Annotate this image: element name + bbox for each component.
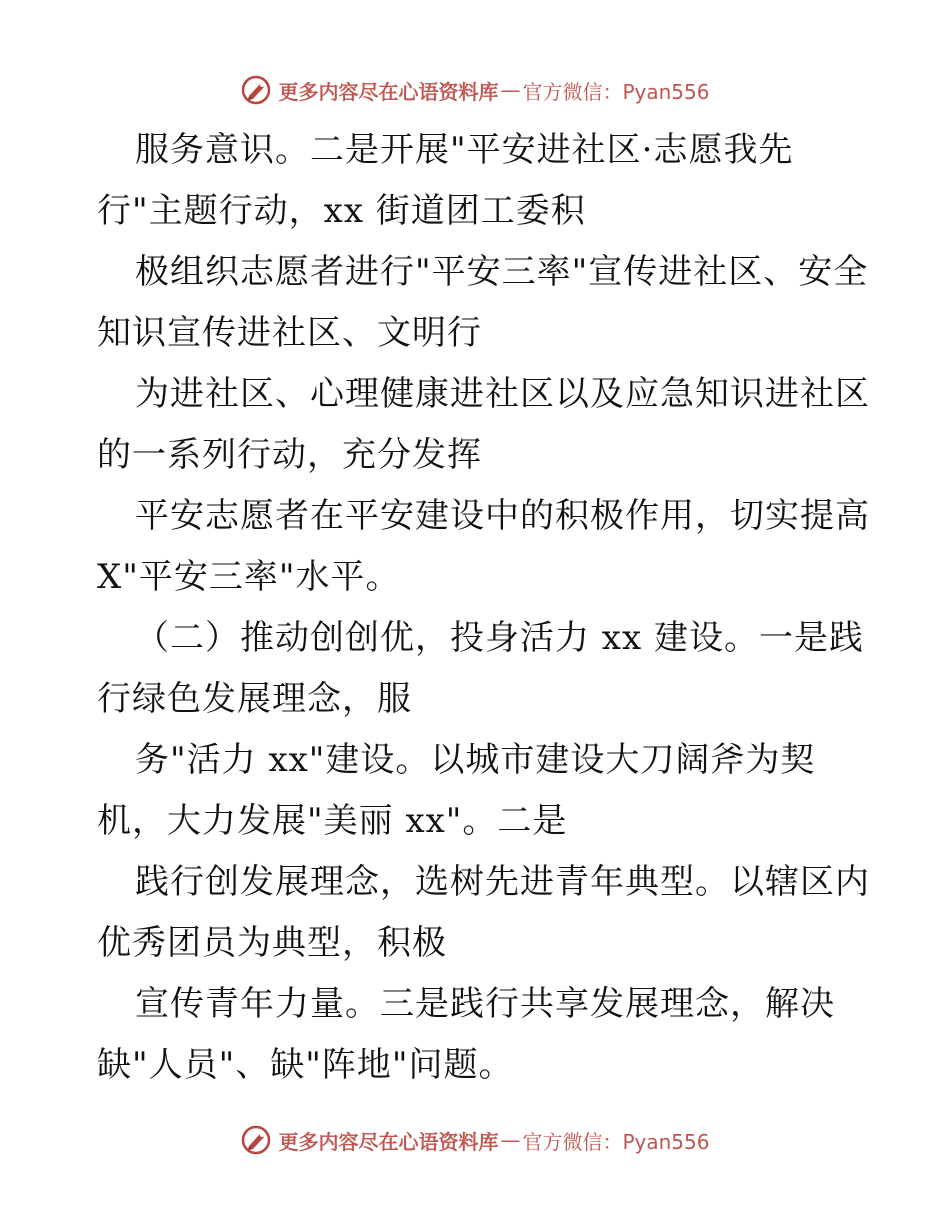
document-body <box>97 120 870 1096</box>
footer-watermark <box>0 1120 950 1160</box>
header-wechat-text: 官方微信：Pyan556 <box>522 79 710 104</box>
text-line: 极组织志愿者进行"平安三率"宣传进社区、安全 <box>135 252 869 292</box>
text-line: 知识宣传进社区、文明行 <box>97 313 482 353</box>
text-line: 优秀团员为典型，积极 <box>97 923 447 963</box>
text-line: 行绿色发展理念，服 <box>97 679 412 719</box>
text-line: 平安志愿者在平安建设中的积极作用，切实提高 <box>135 496 870 536</box>
text-line: 为进社区、心理健康进社区以及应急知识进社区 <box>135 374 870 414</box>
text-line: 行"主题行动，xx 街道团工委积 <box>97 191 586 231</box>
footer-separator: — <box>500 1128 521 1152</box>
text-line: X"平安三率"水平。 <box>97 557 401 597</box>
text-line: 机，大力发展"美丽 xx"。二是 <box>97 801 568 841</box>
text-line: 服务意识。二是开展"平安进社区·志愿我先 <box>135 130 794 170</box>
text-line: 宣传青年力量。三是践行共享发展理念，解决 <box>135 984 835 1024</box>
pen-logo-icon <box>240 1124 272 1156</box>
footer-wechat-text: 官方微信：Pyan556 <box>522 1129 710 1154</box>
text-line: 缺"人员"、缺"阵地"问题。 <box>97 1045 514 1085</box>
pen-logo-icon <box>240 74 272 106</box>
text-line: 的一系列行动，充分发挥 <box>97 435 482 475</box>
text-line: 务"活力 xx"建设。以城市建设大刀阔斧为契 <box>135 740 816 780</box>
header-separator: — <box>500 78 521 102</box>
footer-brand-text: 更多内容尽在心语资料库 <box>278 1129 499 1154</box>
text-line: （二）推动创创优，投身活力 xx 建设。一是践 <box>135 618 864 658</box>
header-brand-text: 更多内容尽在心语资料库 <box>278 79 499 104</box>
header-watermark <box>0 70 950 110</box>
text-line: 践行创发展理念，选树先进青年典型。以辖区内 <box>135 862 870 902</box>
